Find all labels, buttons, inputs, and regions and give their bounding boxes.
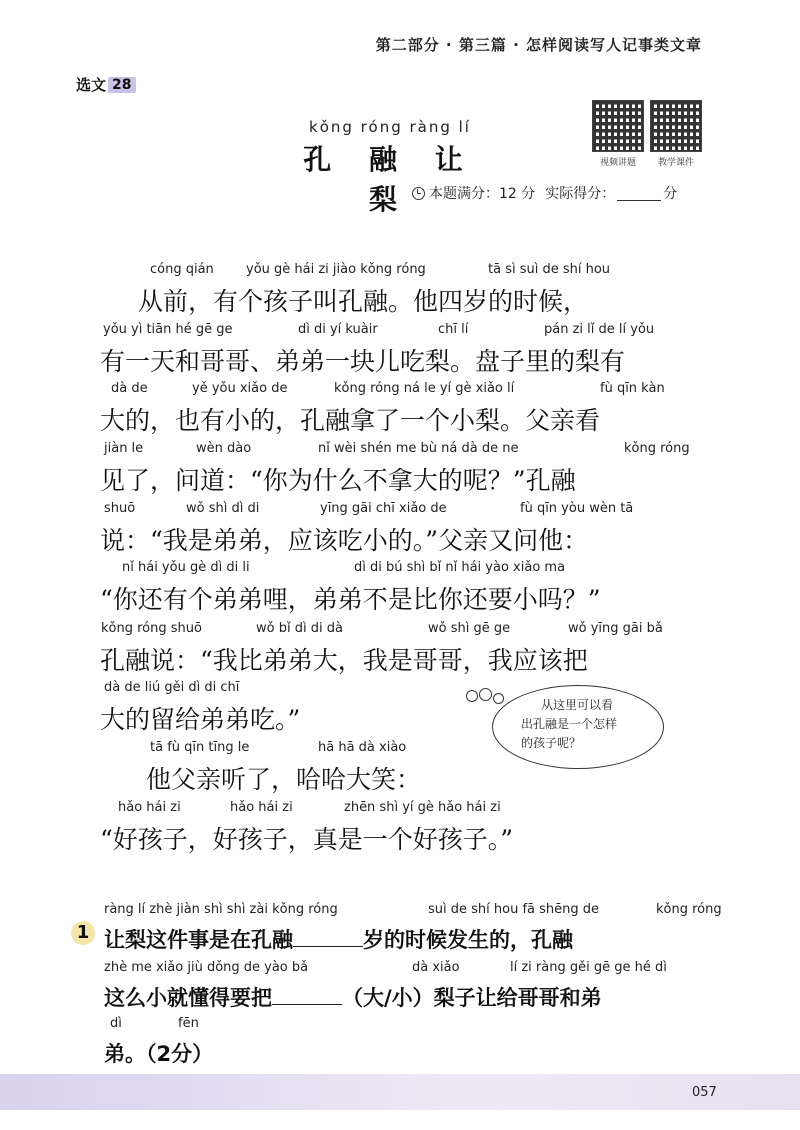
pinyin: wǒ shì dì di [186,501,260,516]
pinyin: lí zi ràng gěi gē ge hé dì [510,960,667,975]
pinyin: hā hā dà xiào [318,740,407,755]
page-title: 孔 融 让 梨 [303,143,477,216]
passage-label: 选文 [76,76,107,94]
pinyin: pán zi lǐ de lí yǒu [544,322,655,337]
pinyin: dà xiǎo [412,960,460,975]
question-text-part: （大/小）梨子让给哥哥和弟 [342,986,602,1010]
pinyin: nǐ wèi shén me bù ná dà de ne [318,441,519,456]
question-text: 弟。（2分） [104,1042,214,1066]
passage-text: 见了，问道：“你为什么不拿大的呢？”孔融 [100,466,576,495]
pinyin: dì di yí kuàir [298,322,378,337]
qr-label-video: 视频讲题 [599,158,636,168]
question-text-part: 岁的时候发生的，孔融 [363,928,573,952]
passage-text: 从前，有个孩子叫孔融。他四岁的时候， [138,287,589,316]
pinyin: dà de [111,381,148,396]
passage-number: 28 [108,77,135,93]
score-blank[interactable] [617,186,661,201]
pinyin: hǎo hái zi [230,800,293,815]
pinyin: wèn dào [196,441,252,456]
pinyin: ràng lí zhè jiàn shì shì zài kǒng róng [104,902,338,917]
score-unit: 分 [663,186,678,202]
title-pinyin: kǒng róng ràng lí [309,118,471,136]
pinyin: yīng gāi chī xiǎo de [320,501,447,516]
header-title: 第二部分 · 第三篇 · 怎样阅读写人记事类文章 [375,36,702,54]
pinyin: kǒng róng [656,902,722,917]
pinyin: dì [110,1016,122,1031]
pinyin: dì di bú shì bǐ nǐ hái yào xiǎo ma [354,560,566,575]
question-text [104,982,602,1016]
pinyin: fù qīn yòu wèn tā [520,501,634,516]
passage-text: 大的，也有小的，孔融拿了一个小梨。父亲看 [100,406,601,435]
pinyin: kǒng róng shuō [101,621,202,636]
pinyin: yě yǒu xiǎo de [192,381,288,396]
passage-text: 说：“我是弟弟，应该吃小的。”父亲又问他： [100,526,589,555]
passage-text: 有一天和哥哥、弟弟一块儿吃梨。盘子里的梨有 [100,347,626,376]
page-number: 057 [692,1085,717,1100]
bubble-line: 从这里可以看 [541,698,614,712]
bubble-line: 的孩子呢？ [521,736,582,750]
pinyin: yǒu gè hái zi jiào kǒng róng [246,262,426,277]
pinyin: wǒ shì gē ge [428,621,511,636]
passage-text: “你还有个弟弟哩，弟弟不是比你还要小吗？” [100,585,601,614]
footer-bar [0,1074,800,1110]
question-text-part: 这么小就懂得要把 [104,986,272,1010]
score-actual-label: 实际得分： [545,186,616,202]
pinyin: zhēn shì yí gè hǎo hái zi [344,800,501,815]
pinyin: wǒ yīng gāi bǎ [568,621,663,636]
question-text-part: 让梨这件事是在孔融 [104,928,293,952]
passage-tag [76,74,136,95]
pinyin: hǎo hái zi [118,800,181,815]
pinyin: fù qīn kàn [600,381,665,396]
pinyin: nǐ hái yǒu gè dì di li [122,560,250,575]
thought-bubble [492,685,664,769]
bubble-dot [493,693,504,704]
pinyin: jiàn le [104,441,144,456]
pinyin: suì de shí hou fā shēng de [428,902,600,917]
pinyin: shuō [104,501,136,516]
question-text [104,924,573,958]
qr-courseware[interactable] [650,100,702,168]
pinyin: zhè me xiǎo jiù dǒng de yào bǎ [104,960,309,975]
pinyin: yǒu yì tiān hé gē ge [103,322,233,337]
score-line [412,183,677,203]
clock-icon [412,187,425,200]
passage-text: 孔融说：“我比弟弟大，我是哥哥，我应该把 [100,646,588,675]
pinyin: kǒng róng ná le yí gè xiǎo lí [334,381,515,396]
pinyin: wǒ bǐ dì di dà [256,621,343,636]
pinyin: chī lí [438,322,469,337]
answer-blank-age[interactable] [293,926,363,947]
qr-video[interactable] [592,100,644,168]
pinyin: kǒng róng [624,441,690,456]
pinyin: dà de liú gěi dì di chī [104,680,240,695]
bubble-line: 出孔融是一个怎样 [521,717,618,731]
pinyin: cóng qián [150,262,214,277]
bubble-dot [479,688,492,701]
answer-blank-size[interactable] [272,984,342,1005]
qr-code-icon [592,100,644,152]
qr-label-courseware: 教学课件 [657,158,694,168]
question-number: 1 [71,921,95,945]
score-full: 本题满分：12 分 [429,186,536,202]
pinyin: fēn [178,1016,199,1031]
pinyin: tā sì suì de shí hou [488,262,611,277]
passage-text: 大的留给弟弟吃。” [100,705,301,734]
passage-text: 他父亲听了，哈哈大笑： [146,765,422,794]
title-block [300,118,480,218]
pinyin: tā fù qīn tīng le [150,740,250,755]
bubble-dot [466,690,478,702]
passage-text: “好孩子，好孩子，真是一个好孩子。” [100,825,514,854]
qr-code-icon [650,100,702,152]
